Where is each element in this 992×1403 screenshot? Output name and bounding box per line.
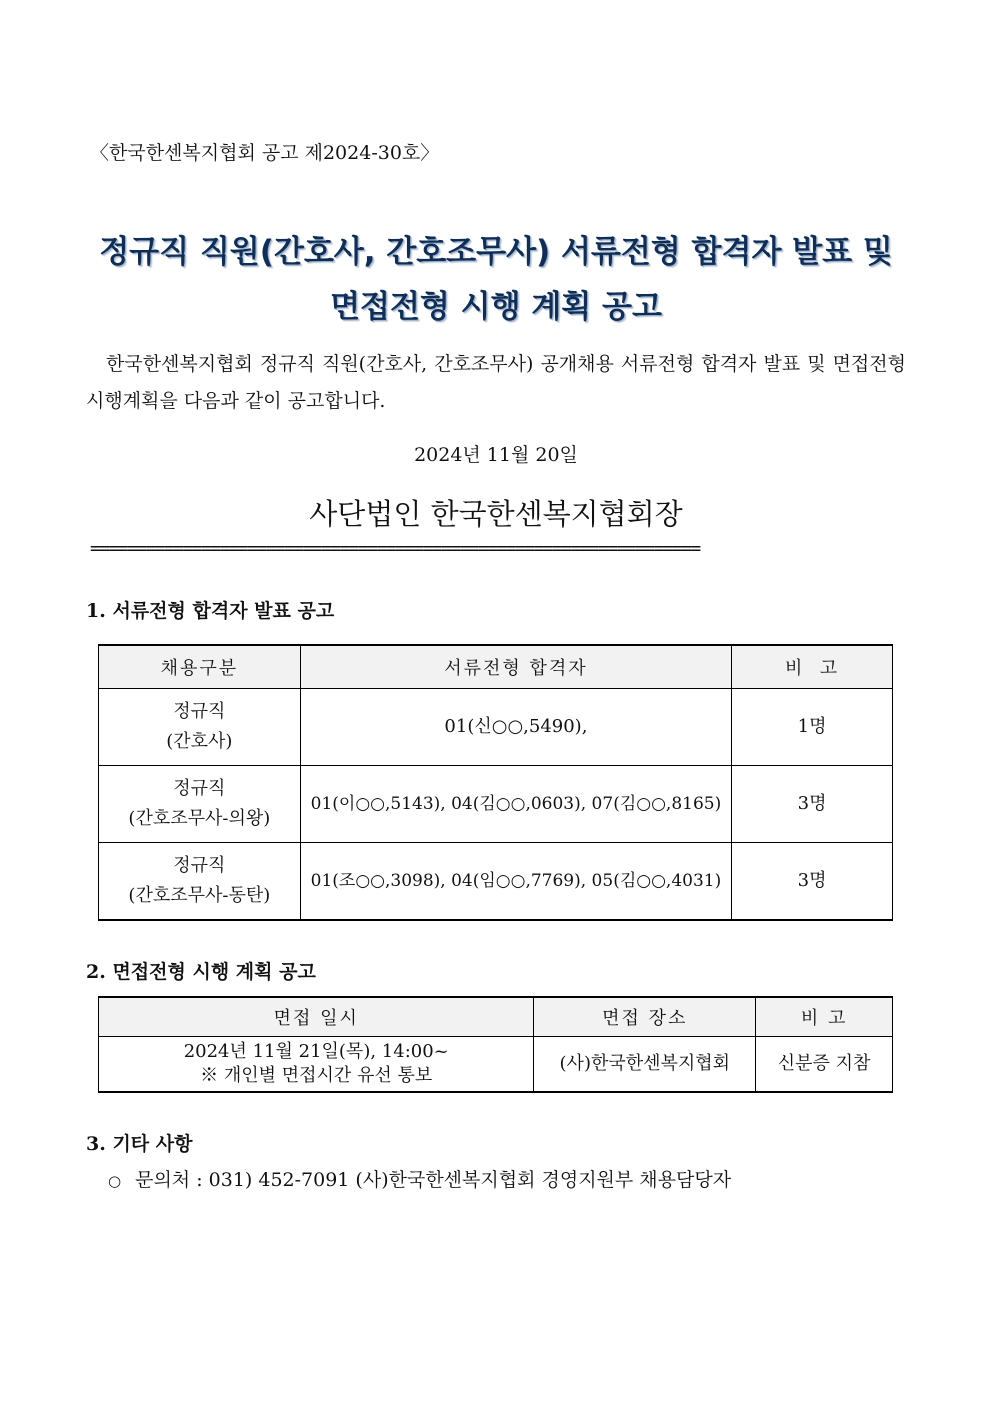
header-interview-note: 비 고 bbox=[756, 997, 893, 1037]
header-interview-place: 면접 장소 bbox=[534, 997, 756, 1037]
note-cell: 1명 bbox=[732, 689, 893, 766]
category-line2: (간호조무사-의왕) bbox=[128, 808, 271, 829]
note-cell: 3명 bbox=[732, 843, 893, 921]
interview-time-notice: ※ 개인별 면접시간 유선 통보 bbox=[200, 1065, 433, 1086]
page-title-line2: 면접전형 시행 계획 공고 bbox=[330, 289, 662, 325]
category-line1: 정규직 bbox=[173, 855, 226, 876]
table-row bbox=[99, 843, 893, 921]
contact-text: 문의처 : 031) 452-7091 (사)한국한센복지협회 경영지원부 채용담당자 bbox=[135, 1169, 732, 1191]
page-title-line1: 정규직 직원(간호사, 간호조무사) 서류전형 합격자 발표 및 bbox=[99, 234, 893, 270]
interview-place: (사)한국한센복지협회 bbox=[534, 1037, 756, 1093]
section2-heading: 2. 면접전형 시행 계획 공고 bbox=[86, 961, 316, 983]
table-header-row bbox=[99, 997, 893, 1037]
section3-heading: 3. 기타 사항 bbox=[86, 1133, 193, 1155]
intro-paragraph: 한국한센복지협회 정규직 직원(간호사, 간호조무사) 공개채용 서류전형 합격자 발표 및 면접전형 시행계획을 다음과 같이 공고합니다. bbox=[86, 353, 906, 412]
notice-number: 〈한국한센복지협회 공고 제2024-30호〉 bbox=[90, 142, 440, 164]
table-row bbox=[99, 1037, 893, 1093]
divider-line: ================================================================== bbox=[90, 538, 700, 559]
document-passers-table bbox=[98, 644, 893, 921]
category-line2: (간호사) bbox=[166, 731, 233, 752]
table-row bbox=[99, 689, 893, 766]
header-note: 비 고 bbox=[732, 645, 893, 689]
note-cell: 3명 bbox=[732, 766, 893, 843]
interview-plan-table bbox=[98, 996, 893, 1093]
category-cell bbox=[99, 843, 301, 921]
table-row bbox=[99, 766, 893, 843]
contact-line bbox=[108, 1165, 731, 1192]
issuer-name: 사단법인 한국한센복지협회장 bbox=[309, 497, 683, 531]
header-category: 채용구분 bbox=[99, 645, 301, 689]
circle-bullet-icon: ○ bbox=[108, 1172, 122, 1190]
interview-datetime: 2024년 11월 21일(목), 14:00~ bbox=[183, 1041, 449, 1062]
category-cell bbox=[99, 689, 301, 766]
table-header-row bbox=[99, 645, 893, 689]
section1-heading: 1. 서류전형 합격자 발표 공고 bbox=[86, 600, 335, 622]
category-line1: 정규직 bbox=[173, 701, 226, 722]
passers-cell: 01(이○○,5143), 04(김○○,0603), 07(김○○,8165) bbox=[300, 766, 731, 843]
category-line2: (간호조무사-동탄) bbox=[128, 885, 271, 906]
passers-cell: 01(신○○,5490), bbox=[300, 689, 731, 766]
passers-cell: 01(조○○,3098), 04(임○○,7769), 05(김○○,4031) bbox=[300, 843, 731, 921]
header-interview-datetime: 면접 일시 bbox=[99, 997, 534, 1037]
header-passers: 서류전형 합격자 bbox=[300, 645, 731, 689]
category-cell bbox=[99, 766, 301, 843]
interview-datetime-cell bbox=[99, 1037, 534, 1093]
interview-note: 신분증 지참 bbox=[756, 1037, 893, 1093]
announcement-date: 2024년 11월 20일 bbox=[414, 444, 578, 466]
category-line1: 정규직 bbox=[173, 778, 226, 799]
